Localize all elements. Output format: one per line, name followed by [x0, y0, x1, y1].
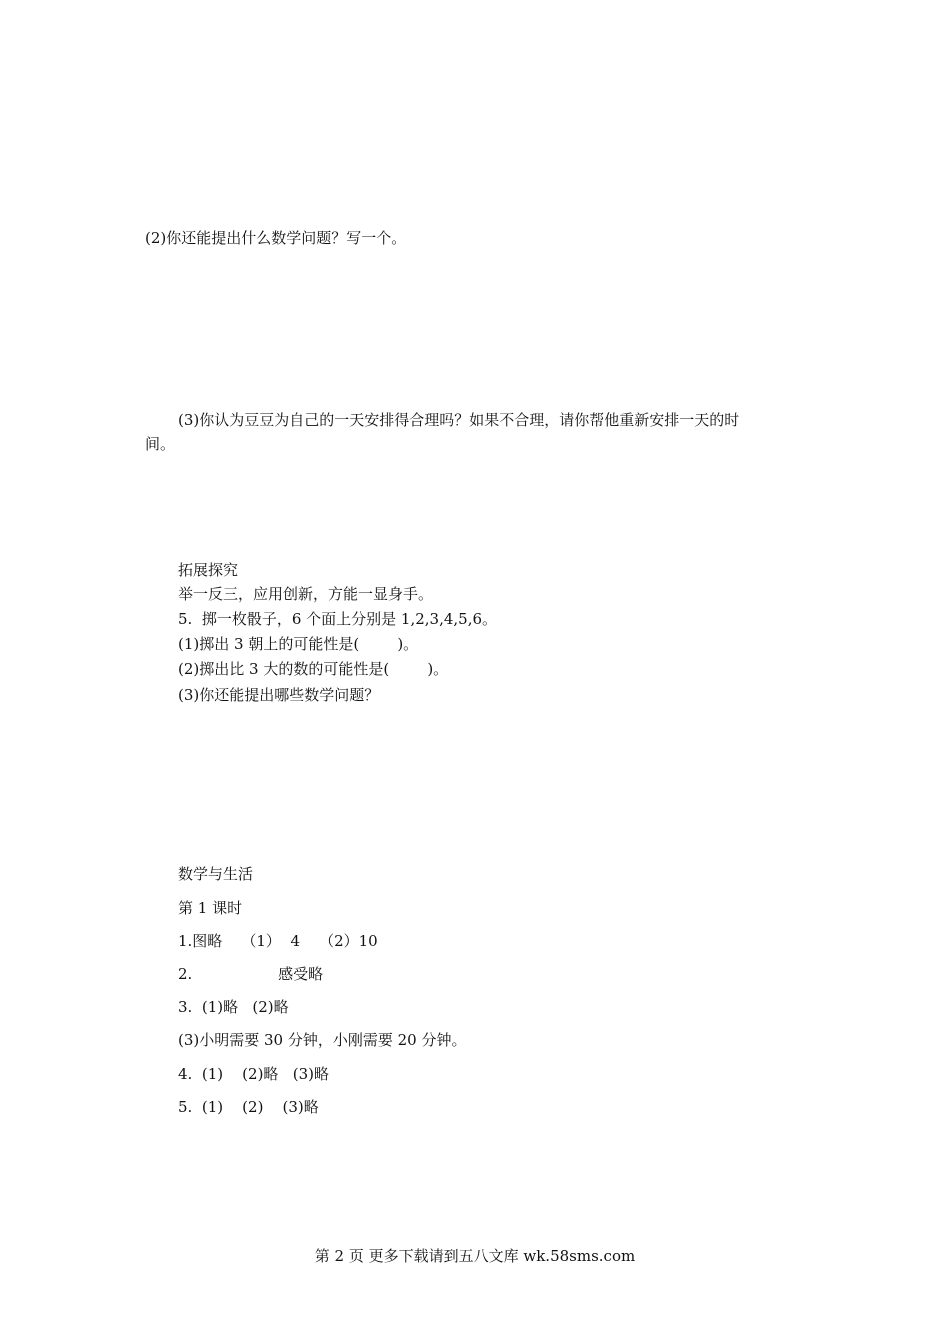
question-5: 5. 掷一枚骰子，6 个面上分别是 1,2,3,4,5,6。: [178, 610, 498, 628]
answer-4: 4. (1) (2)略 (3)略: [178, 1065, 329, 1083]
extension-intro: 举一反三，应用创新，方能一显身手。: [178, 585, 434, 603]
answer-5: 5. (1) (2) (3)略: [178, 1098, 319, 1116]
answers-title: 数学与生活: [178, 865, 254, 883]
question-5-sub-1: (1)掷出 3 朝上的可能性是( )。: [178, 635, 419, 653]
page-footer: 第 2 页 更多下载请到五八文库 wk.58sms.com: [314, 1247, 636, 1265]
answer-2: 2. 感受略: [178, 965, 324, 983]
answer-3: 3. (1)略 (2)略: [178, 998, 289, 1016]
extension-heading: 拓展探究: [178, 561, 239, 579]
answer-1: 1.图略 （1） 4 （2）10: [178, 932, 378, 950]
answer-3-sub-3: (3)小明需要 30 分钟，小刚需要 20 分钟。: [178, 1031, 467, 1049]
question-2-sub-2: (2)你还能提出什么数学问题？写一个。: [145, 229, 407, 247]
question-2-sub-3-line-1: (3)你认为豆豆为自己的一天安排得合理吗？如果不合理，请你帮他重新安排一天的时: [178, 411, 740, 429]
question-5-sub-2: (2)掷出比 3 大的数的可能性是( )。: [178, 660, 449, 678]
answers-lesson: 第 1 课时: [178, 899, 243, 917]
question-2-sub-3-line-2: 间。: [145, 435, 176, 453]
question-5-sub-3: (3)你还能提出哪些数学问题？: [178, 686, 380, 704]
